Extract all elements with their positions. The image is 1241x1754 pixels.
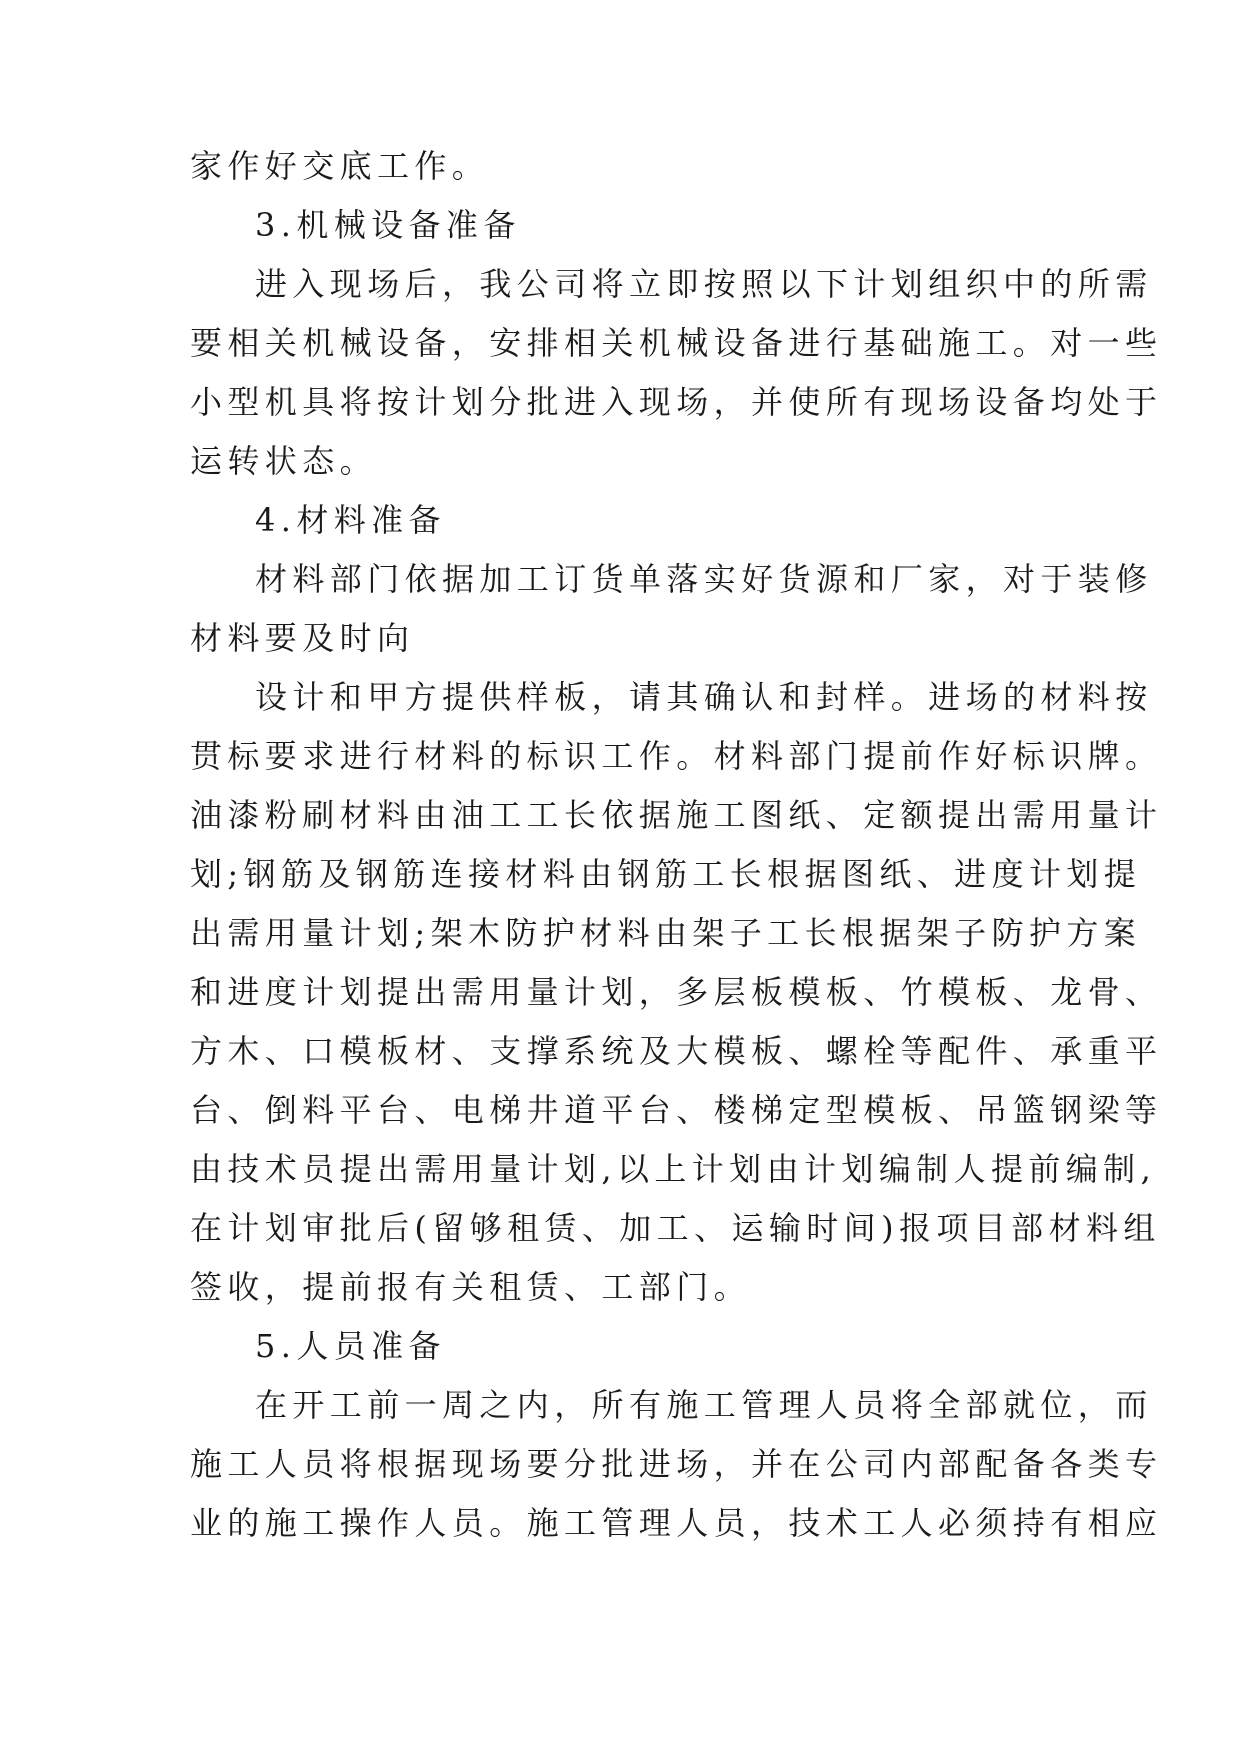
text-line: 小型机具将按计划分批进入现场，并使所有现场设备均处于 [190, 383, 1163, 421]
text-line: 业的施工操作人员。施工管理人员，技术工人必须持有相应 [190, 1504, 1163, 1542]
text-line: 材料要及时向 [190, 619, 415, 657]
text-line: 在计划审批后(留够租赁、加工、运输时间)报项目部材料组 [190, 1209, 1161, 1247]
text-line: 材料部门依据加工订货单落实好货源和厂家，对于装修 [255, 560, 1153, 598]
text-line: 和进度计划提出需用量计划，多层板模板、竹模板、龙骨、 [190, 973, 1163, 1011]
text-line: 在开工前一周之内，所有施工管理人员将全部就位，而 [255, 1386, 1153, 1424]
section-heading-machinery: 3.机械设备准备 [255, 206, 521, 244]
section-heading-materials: 4.材料准备 [255, 501, 446, 539]
text-line: 台、倒料平台、电梯井道平台、楼梯定型模板、吊篮钢梁等 [190, 1091, 1163, 1129]
text-line: 划;钢筋及钢筋连接材料由钢筋工长根据图纸、进度计划提 [190, 855, 1142, 893]
text-line: 油漆粉刷材料由油工工长依据施工图纸、定额提出需用量计 [190, 796, 1163, 834]
text-line: 设计和甲方提供样板，请其确认和封样。进场的材料按 [255, 678, 1153, 716]
text-line: 方木、口模板材、支撑系统及大模板、螺栓等配件、承重平 [190, 1032, 1163, 1070]
text-line: 进入现场后，我公司将立即按照以下计划组织中的所需 [255, 265, 1153, 303]
section-heading-personnel: 5.人员准备 [255, 1327, 446, 1365]
text-line: 由技术员提出需用量计划,以上计划由计划编制人提前编制, [190, 1150, 1157, 1188]
text-line: 要相关机械设备，安排相关机械设备进行基础施工。对一些 [190, 324, 1163, 362]
text-line: 运转状态。 [190, 442, 378, 480]
text-line: 家作好交底工作。 [190, 147, 490, 185]
text-line: 签收，提前报有关租赁、工部门。 [190, 1268, 752, 1306]
text-line: 施工人员将根据现场要分批进场，并在公司内部配备各类专 [190, 1445, 1163, 1483]
text-line: 出需用量计划;架木防护材料由架子工长根据架子防护方案 [190, 914, 1142, 952]
text-line: 贯标要求进行材料的标识工作。材料部门提前作好标识牌。 [190, 737, 1163, 775]
